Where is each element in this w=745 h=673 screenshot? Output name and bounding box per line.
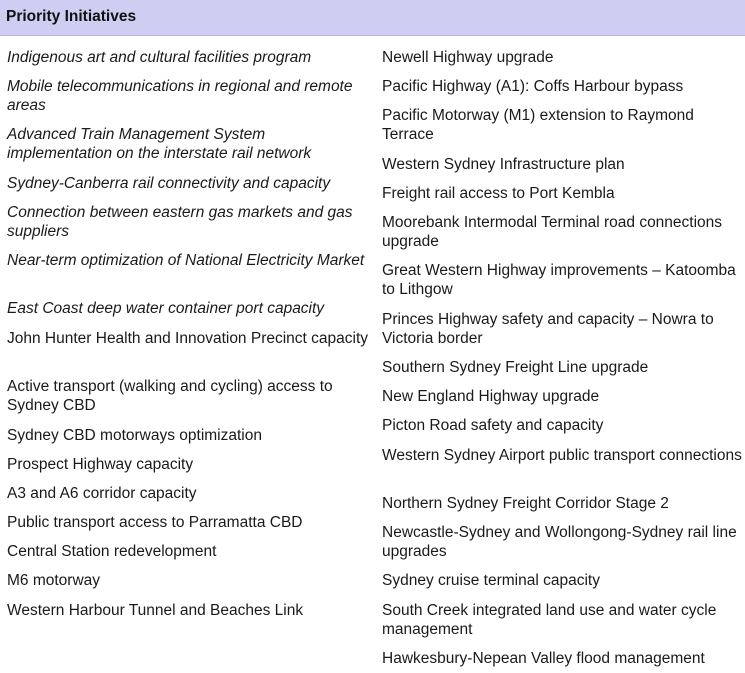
list-item: M6 motorway — [7, 572, 101, 589]
list-item: Advanced Train Management System implementation on the interstate rail network — [7, 126, 312, 162]
list-item: A3 and A6 corridor capacity — [7, 485, 197, 502]
list-item: Pacific Highway (A1): Coffs Harbour bypass — [382, 78, 684, 95]
list-item: Sydney cruise terminal capacity — [382, 572, 600, 589]
list-item: Sydney-Canberra rail connectivity and capacity — [7, 175, 331, 192]
table-header — [0, 0, 745, 36]
list-item: Freight rail access to Port Kembla — [382, 185, 615, 202]
list-item: Hawkesbury-Nepean Valley flood management — [382, 650, 705, 667]
list-item: Public transport access to Parramatta CBD — [7, 514, 303, 531]
list-item: New England Highway upgrade — [382, 388, 600, 405]
list-item: South Creek integrated land use and water cycle management — [382, 602, 717, 638]
list-item: Moorebank Intermodal Terminal road connections upgrade — [382, 214, 723, 250]
list-item: Western Harbour Tunnel and Beaches Link — [7, 602, 304, 619]
list-item: Sydney CBD motorways optimization — [7, 427, 262, 444]
list-item: Princes Highway safety and capacity – Nowra to Victoria border — [382, 311, 714, 347]
list-item: Active transport (walking and cycling) access to Sydney CBD — [7, 378, 333, 414]
list-item: Indigenous art and cultural facilities program — [7, 49, 312, 66]
list-item: Central Station redevelopment — [7, 543, 217, 560]
list-item: Northern Sydney Freight Corridor Stage 2 — [382, 495, 669, 512]
list-item: Pacific Motorway (M1) extension to Raymond Terrace — [382, 107, 694, 143]
list-item: Near-term optimization of National Electricity Market — [7, 252, 365, 269]
list-item: Connection between eastern gas markets and gas suppliers — [7, 204, 353, 240]
list-item: Western Sydney Airport public transport connections — [382, 447, 742, 464]
list-item: John Hunter Health and Innovation Precinct capacity — [7, 330, 369, 347]
list-item: Prospect Highway capacity — [7, 456, 194, 473]
list-item: Southern Sydney Freight Line upgrade — [382, 359, 649, 376]
list-item: Picton Road safety and capacity — [382, 417, 604, 434]
list-item: Western Sydney Infrastructure plan — [382, 156, 625, 173]
table-title: Priority Initiatives — [6, 8, 137, 25]
list-item: East Coast deep water container port capacity — [7, 300, 325, 317]
list-item: Mobile telecommunications in regional and remote areas — [7, 78, 353, 114]
list-item: Newcastle-Sydney and Wollongong-Sydney rail line upgrades — [382, 524, 737, 560]
list-item: Newell Highway upgrade — [382, 49, 554, 66]
list-item: Great Western Highway improvements – Katoomba to Lithgow — [382, 262, 736, 298]
